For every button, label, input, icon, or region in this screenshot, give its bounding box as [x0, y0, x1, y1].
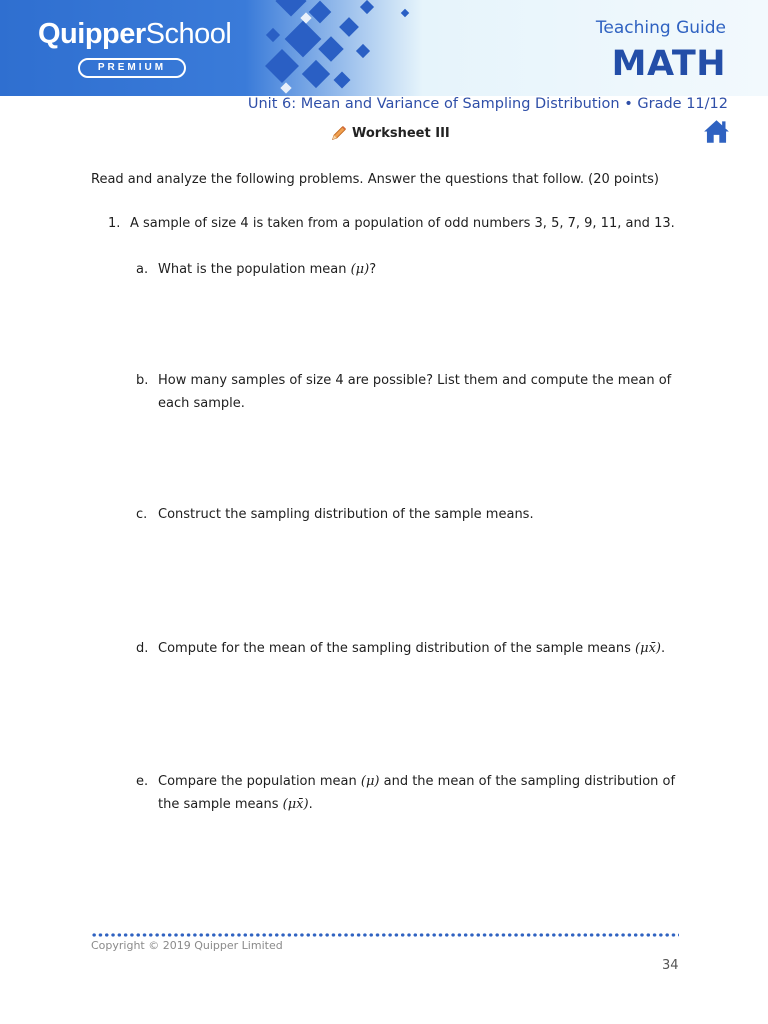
header-banner	[0, 0, 768, 96]
math-symbol: (μx̄)	[635, 641, 661, 656]
subquestion-text	[158, 770, 678, 816]
subquestion-letter: c.	[136, 507, 148, 522]
math-symbol: (μ)	[360, 774, 380, 789]
math-symbol: (μx̄)	[282, 797, 309, 812]
subquestion-text: How many samples of size 4 are possible? List them and compute the mean of each sample.	[158, 373, 672, 411]
subquestion-letter: b.	[136, 373, 149, 388]
subquestion-text	[158, 637, 678, 660]
page-number: 34	[662, 958, 679, 973]
subquestion-letter: a.	[136, 262, 149, 277]
math-symbol: (μ)	[350, 262, 370, 277]
subquestion-text-part: Compute for the mean of the sampling distribution of the sample means	[158, 641, 636, 656]
pencil-icon	[330, 124, 348, 142]
question-text: A sample of size 4 is taken from a population of odd numbers 3, 5, 7, 9, 11, and 13.	[130, 216, 675, 231]
home-icon[interactable]	[703, 118, 730, 145]
question-1	[108, 216, 675, 231]
subquestion-d	[136, 637, 696, 660]
diamond-pattern-decoration	[262, 0, 422, 96]
subquestion-a	[136, 258, 696, 281]
instructions-text: Read and analyze the following problems. Answer the questions that follow. (20 points)	[91, 172, 659, 187]
copyright-text: Copyright © 2019 Quipper Limited	[91, 939, 283, 952]
subquestion-text	[158, 258, 678, 281]
subquestion-letter: e.	[136, 774, 149, 789]
subquestion-letter: d.	[136, 641, 149, 656]
subject-title: MATH	[611, 44, 726, 84]
unit-title: Unit 6: Mean and Variance of Sampling Distribution • Grade 11/12	[247, 96, 728, 112]
worksheet-title: Worksheet III	[352, 125, 450, 141]
question-number: 1.	[108, 216, 121, 231]
subquestion-text-part: What is the population mean	[158, 262, 351, 277]
dotted-divider	[91, 933, 679, 937]
subquestion-text-part: ?	[369, 262, 377, 277]
quipper-school-logo[interactable]	[38, 18, 231, 51]
logo-bold-text: Quipper	[38, 18, 146, 50]
subquestion-text-part: .	[660, 641, 666, 656]
worksheet-heading	[330, 124, 450, 142]
premium-badge: PREMIUM	[78, 58, 186, 78]
subquestion-c	[136, 503, 696, 526]
subquestion-text-part: Compare the population mean	[158, 774, 361, 789]
logo-light-text: School	[145, 18, 232, 50]
subquestion-text: Construct the sampling distribution of the sample means.	[158, 507, 534, 522]
subquestion-e	[136, 770, 696, 816]
subquestion-text-part: .	[308, 797, 313, 812]
subquestion-text-part: and the mean of the sampling distribution of the sample means	[158, 774, 676, 812]
teaching-guide-label: Teaching Guide	[595, 18, 726, 38]
subquestion-b	[136, 369, 696, 415]
